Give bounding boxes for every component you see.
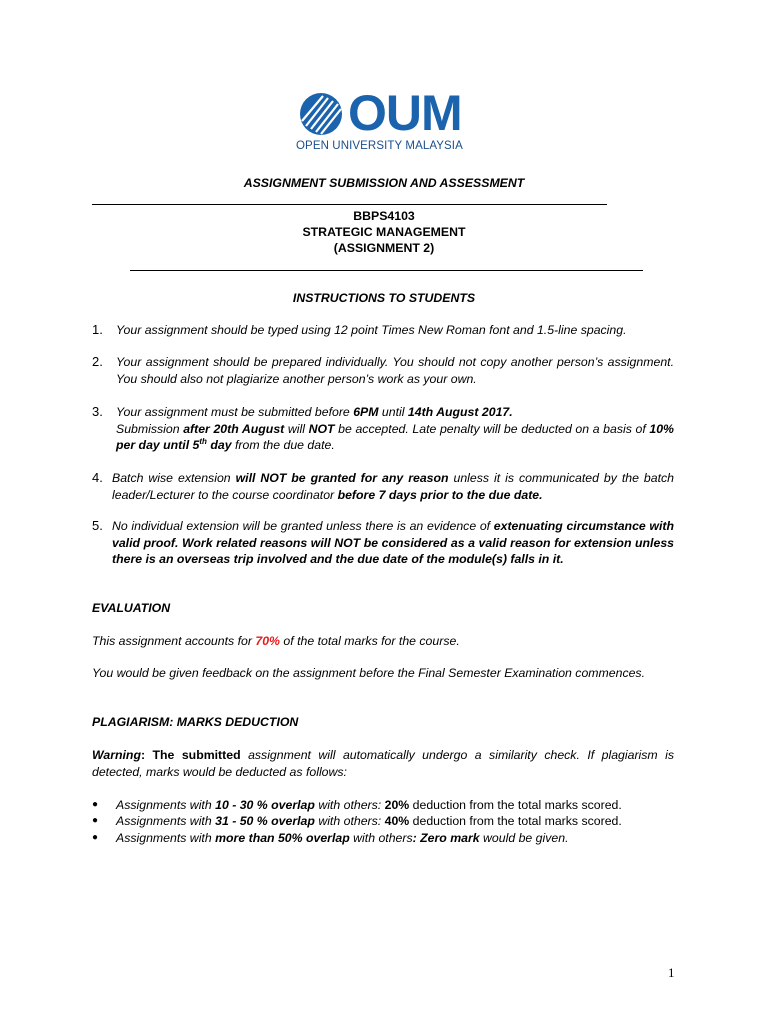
item-text: Your assignment should be typed using 12 point Times New Roman font and 1.5-line spacing. — [116, 323, 627, 337]
page-number: 1 — [668, 965, 675, 980]
plagiarism-heading: PLAGIARISM: MARKS DEDUCTION — [92, 715, 299, 729]
instruction-item-2 — [92, 354, 674, 387]
instruction-item-4 — [92, 470, 674, 503]
oum-globe-icon — [296, 92, 346, 136]
document-page: OUM OPEN UNIVERSITY MALAYSIA ASSIGNMENT SUBMISSION AND ASSESSMENT BBPS4103 STRATEGIC MANAGEMENT (ASSIGNMENT 2) INSTRUCTIONS TO STUDENTS 1. Your assignment should be typed using 12 point Times New Roman font and 1.5-line spacing. 2. Your assignment should be prepared individually. You should not copy another person’s assignment. You should also not plagiarize another person’s work as your own. 3. Your assignment must be submitted before 6PM until 14th August 2017. Submission after 20th August will NOT be accepted. Late penalty will be deducted on a basis of 10% per day until 5th day from the due date. 4. Batch wise extension will NOT be granted for any reason unless it is communicated by the batch leader/Lecturer to the course coordinator before 7 days prior to the due date. 5. No individual extension will be granted unless there is an evidence of extenuating circumstance with valid proof. Work related reasons will NOT be considered as a valid reason for extension unless there is an overseas trip involved and the due date of the module(s) falls in it. EVALUATION This assignment accounts for 70% of the total marks for the course. You would be given feedback on the assignment before the Final Semester Examination commences. PLAGIARISM: MARKS DEDUCTION Warning: The submitted assignment will automatically undergo a similarity check. If plagiarism is detected, marks would be deducted as follows: ● Assignments with 10 - 30 % overlap with others: 20% deduction from the total marks scored. ● Assignments with 31 - 50 % overlap with others: 40% deduction from the total marks scored. ● Assignments with more than 50% overlap with others: Zero mark would be given. 1 — [0, 0, 768, 1024]
item-text: Batch wise extension will NOT be granted for any reason unless it is communicated by the batch leader/Lecturer to the course coordinator before 7 days prior to the due date. — [112, 471, 675, 502]
evaluation-weight: This assignment accounts for 70% of the total marks for the course. — [92, 634, 460, 648]
item-number: 1. — [92, 322, 103, 337]
instruction-item-1 — [92, 322, 674, 339]
weight-value: 70% — [255, 634, 280, 648]
item-text: Your assignment must be submitted before 6PM until 14th August 2017. Submission after 20th August will NOT be accepted. Late penalty will be deducted on a basis of 10% per day until 5th day from the due date. — [116, 405, 674, 452]
item-text: No individual extension will be granted unless there is an evidence of extenuating circumstance with valid proof. Work related reasons will NOT be considered as a valid reason for extension unless there is an overseas trip involved and the due date of the module(s) falls in it. — [112, 519, 675, 566]
plagiarism-warning: Warning: The submitted assignment will automatically undergo a similarity check. If plagiarism is detected, marks would be deducted as follows: — [92, 748, 675, 779]
instruction-item-3 — [92, 404, 674, 454]
course-name: STRATEGIC MANAGEMENT — [302, 225, 466, 239]
oum-logo — [296, 85, 476, 158]
assignment-number: (ASSIGNMENT 2) — [333, 241, 435, 255]
instruction-item-5 — [92, 518, 674, 568]
evaluation-feedback: You would be given feedback on the assignment before the Final Semester Examination commences. — [92, 666, 645, 680]
doc-title: ASSIGNMENT SUBMISSION AND ASSESSMENT — [243, 176, 525, 190]
instructions-heading: INSTRUCTIONS TO STUDENTS — [292, 291, 476, 305]
logo-wordmark: OUM — [348, 85, 462, 141]
item-text: Your assignment should be prepared individually. You should not copy another person’s assignment. You should also not plagiarize another person’s work as your own. — [116, 355, 674, 386]
divider-top — [92, 204, 607, 205]
item-number: 3. — [92, 404, 103, 419]
course-code: BBPS4103 — [353, 209, 415, 223]
item-number: 5. — [92, 518, 103, 533]
evaluation-heading: EVALUATION — [92, 601, 171, 615]
item-number: 2. — [92, 354, 103, 369]
item-number: 4. — [92, 470, 103, 485]
logo-subtitle: OPEN UNIVERSITY MALAYSIA — [296, 140, 463, 152]
divider-bottom — [130, 270, 643, 271]
